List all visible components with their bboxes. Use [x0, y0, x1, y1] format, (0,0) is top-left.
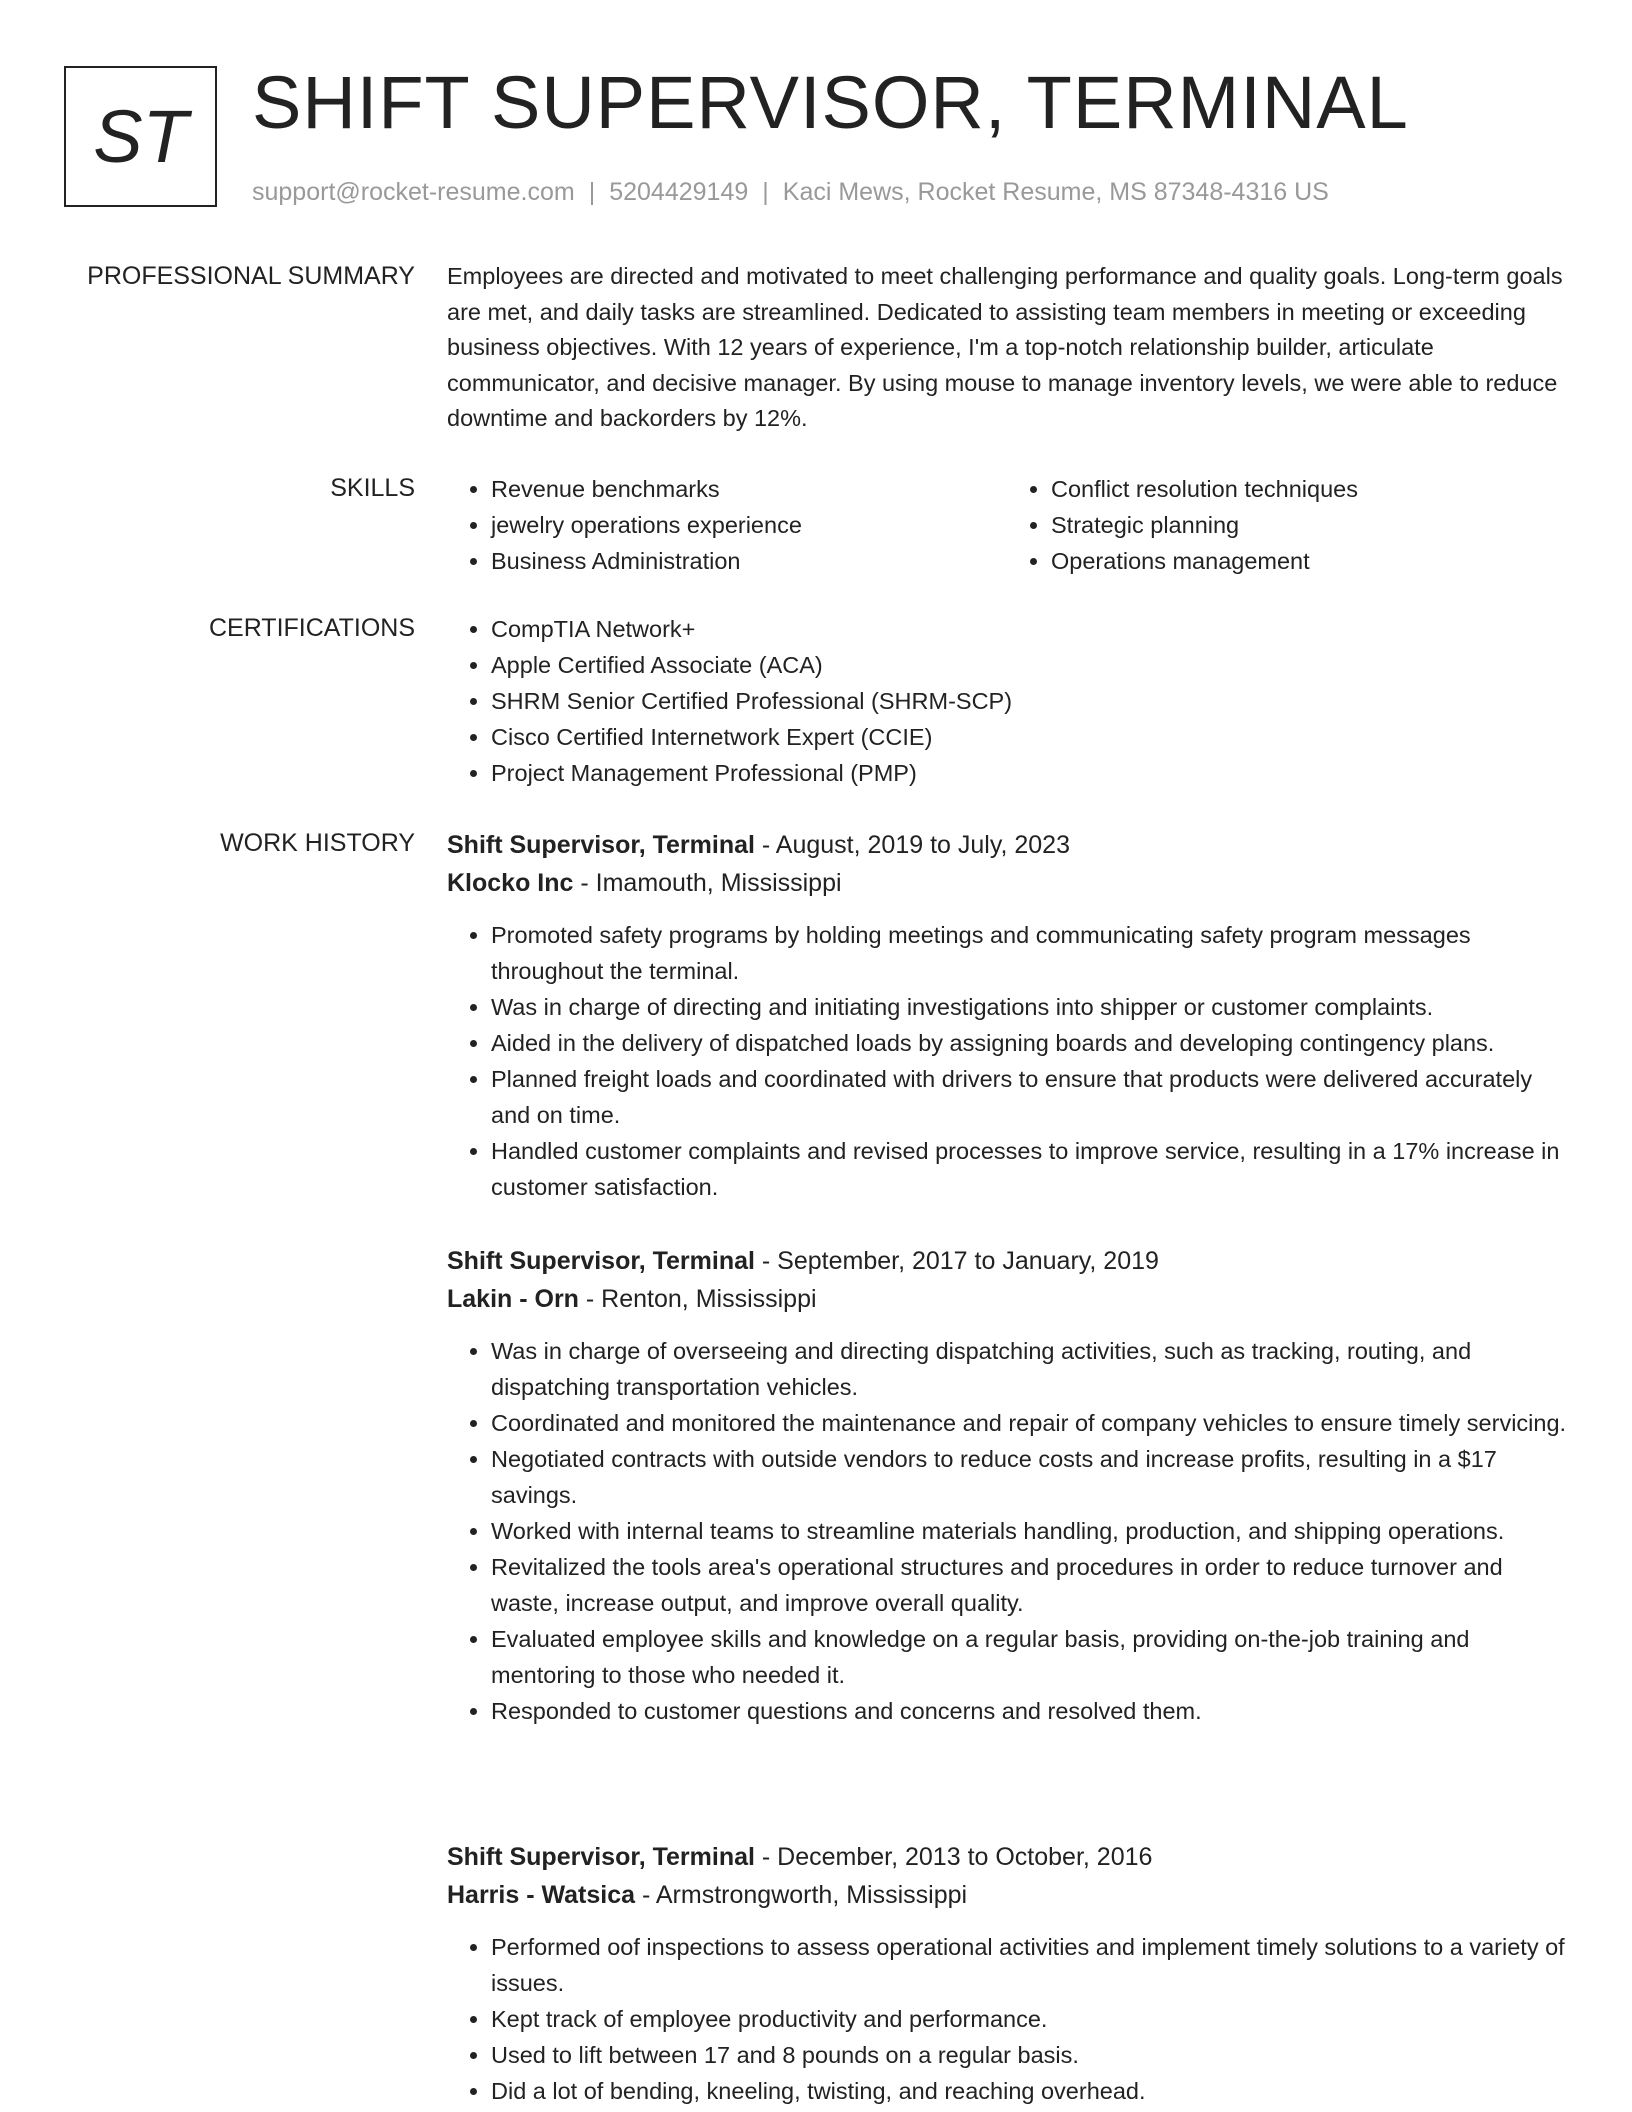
skills-column-2 [1007, 471, 1567, 579]
email: support@rocket-resume.com [252, 178, 575, 206]
job-company-line [447, 1280, 1567, 1318]
certification-item: • Project Management Professional (PMP) [491, 755, 1567, 791]
job-bullets [447, 917, 1567, 1205]
job-bullet: • Was in charge of overseeing and directing dispatching activities, such as tracking, routing, and dispatching transportation vehicles. [491, 1333, 1567, 1405]
job-company: Harris - Watsica [447, 1881, 636, 1909]
job-bullets [447, 1929, 1567, 2109]
job-company-line [447, 1876, 1567, 1914]
job-location: - Armstrongworth, Mississippi [635, 1881, 968, 1909]
skill-item: • Conflict resolution techniques [1051, 471, 1567, 507]
job-company-line [447, 864, 1567, 902]
job-entry [447, 826, 1567, 1205]
job-bullet: • Coordinated and monitored the maintenance and repair of company vehicles to ensure timely servicing. [491, 1405, 1567, 1441]
job-bullets [447, 1333, 1567, 1729]
page-title: SHIFT SUPERVISOR, TERMINAL [252, 61, 1409, 144]
job-bullet: • Worked with internal teams to streamline materials handling, production, and shipping operations. [491, 1513, 1567, 1549]
section-title: CERTIFICATIONS [208, 614, 415, 642]
job-title-line [447, 1242, 1567, 1280]
job-bullet: • Evaluated employee skills and knowledge on a regular basis, providing on-the-job training and mentoring to those who needed it. [491, 1621, 1567, 1693]
job-entry [447, 1838, 1567, 2109]
job-dates: - September, 2017 to January, 2019 [754, 1247, 1159, 1275]
separator: | [762, 178, 769, 206]
job-role: Shift Supervisor, Terminal [447, 1247, 755, 1275]
section-title: SKILLS [330, 474, 415, 502]
skill-item: • Revenue benchmarks [491, 471, 1007, 507]
job-bullet: • Planned freight loads and coordinated with drivers to ensure that products were delivered accurately and on time. [491, 1061, 1567, 1133]
job-bullet: • Did a lot of bending, kneeling, twisting, and reaching overhead. [491, 2073, 1567, 2109]
certification-item: • SHRM Senior Certified Professional (SHRM-SCP) [491, 683, 1567, 719]
certifications-list [447, 611, 1567, 791]
job-bullet: • Revitalized the tools area's operational structures and procedures in order to reduce turnover and waste, increase output, and improve overall quality. [491, 1549, 1567, 1621]
job-bullet: • Negotiated contracts with outside vendors to reduce costs and increase profits, resulting in a $17 savings. [491, 1441, 1567, 1513]
skill-item: • Strategic planning [1051, 507, 1567, 543]
certification-item: • Apple Certified Associate (ACA) [491, 647, 1567, 683]
job-company: Klocko Inc [447, 869, 574, 897]
job-bullet: • Aided in the delivery of dispatched loads by assigning boards and developing contingency plans. [491, 1025, 1567, 1061]
section-title: WORK HISTORY [220, 829, 415, 857]
skill-item: • jewelry operations experience [491, 507, 1007, 543]
certification-item: • CompTIA Network+ [491, 611, 1567, 647]
job-title-line [447, 1838, 1567, 1876]
section-title: PROFESSIONAL SUMMARY [87, 262, 415, 290]
address: Kaci Mews, Rocket Resume, MS 87348-4316 US [782, 178, 1329, 206]
job-dates: - August, 2019 to July, 2023 [754, 831, 1070, 859]
job-dates: - December, 2013 to October, 2016 [754, 1843, 1153, 1871]
initials: ST [93, 95, 188, 178]
job-company: Lakin - Orn [447, 1285, 579, 1313]
monogram-logo [64, 66, 217, 207]
job-bullet: • Kept track of employee productivity and performance. [491, 2001, 1567, 2037]
contact-line [252, 176, 1329, 208]
job-title-line [447, 826, 1567, 864]
job-bullet: • Used to lift between 17 and 8 pounds on a regular basis. [491, 2037, 1567, 2073]
job-bullet: • Handled customer complaints and revised processes to improve service, resulting in a 17% increase in customer satisfaction. [491, 1133, 1567, 1205]
job-bullet: • Promoted safety programs by holding meetings and communicating safety program messages throughout the terminal. [491, 917, 1567, 989]
separator: | [588, 178, 596, 206]
skills-list [447, 471, 1567, 579]
phone: 5204429149 [609, 178, 749, 206]
job-location: - Renton, Mississippi [578, 1285, 817, 1313]
certification-item: • Cisco Certified Internetwork Expert (CCIE) [491, 719, 1567, 755]
skill-item: • Operations management [1051, 543, 1567, 579]
job-bullet: • Was in charge of directing and initiating investigations into shipper or customer complaints. [491, 989, 1567, 1025]
job-role: Shift Supervisor, Terminal [447, 1843, 755, 1871]
skills-column-1 [447, 471, 1007, 579]
summary-text: Employees are directed and motivated to meet challenging performance and quality goals. Long-term goals are met, and daily tasks are streamlined. Dedicated to assisting team members in meeting or exceeding business objectives. With 12 years of experience, I'm a top-notch relationship builder, articulate communicator, and decisive manager. By using mouse to manage inventory levels, we were able to reduce downtime and backorders by 12%. [447, 263, 1563, 431]
job-role: Shift Supervisor, Terminal [447, 831, 755, 859]
job-entry [447, 1242, 1567, 1729]
job-bullet: • Responded to customer questions and concerns and resolved them. [491, 1693, 1567, 1729]
skill-item: • Business Administration [491, 543, 1007, 579]
job-bullet: • Performed oof inspections to assess operational activities and implement timely solutions to a variety of issues. [491, 1929, 1567, 2001]
job-location: - Imamouth, Mississippi [573, 869, 842, 897]
